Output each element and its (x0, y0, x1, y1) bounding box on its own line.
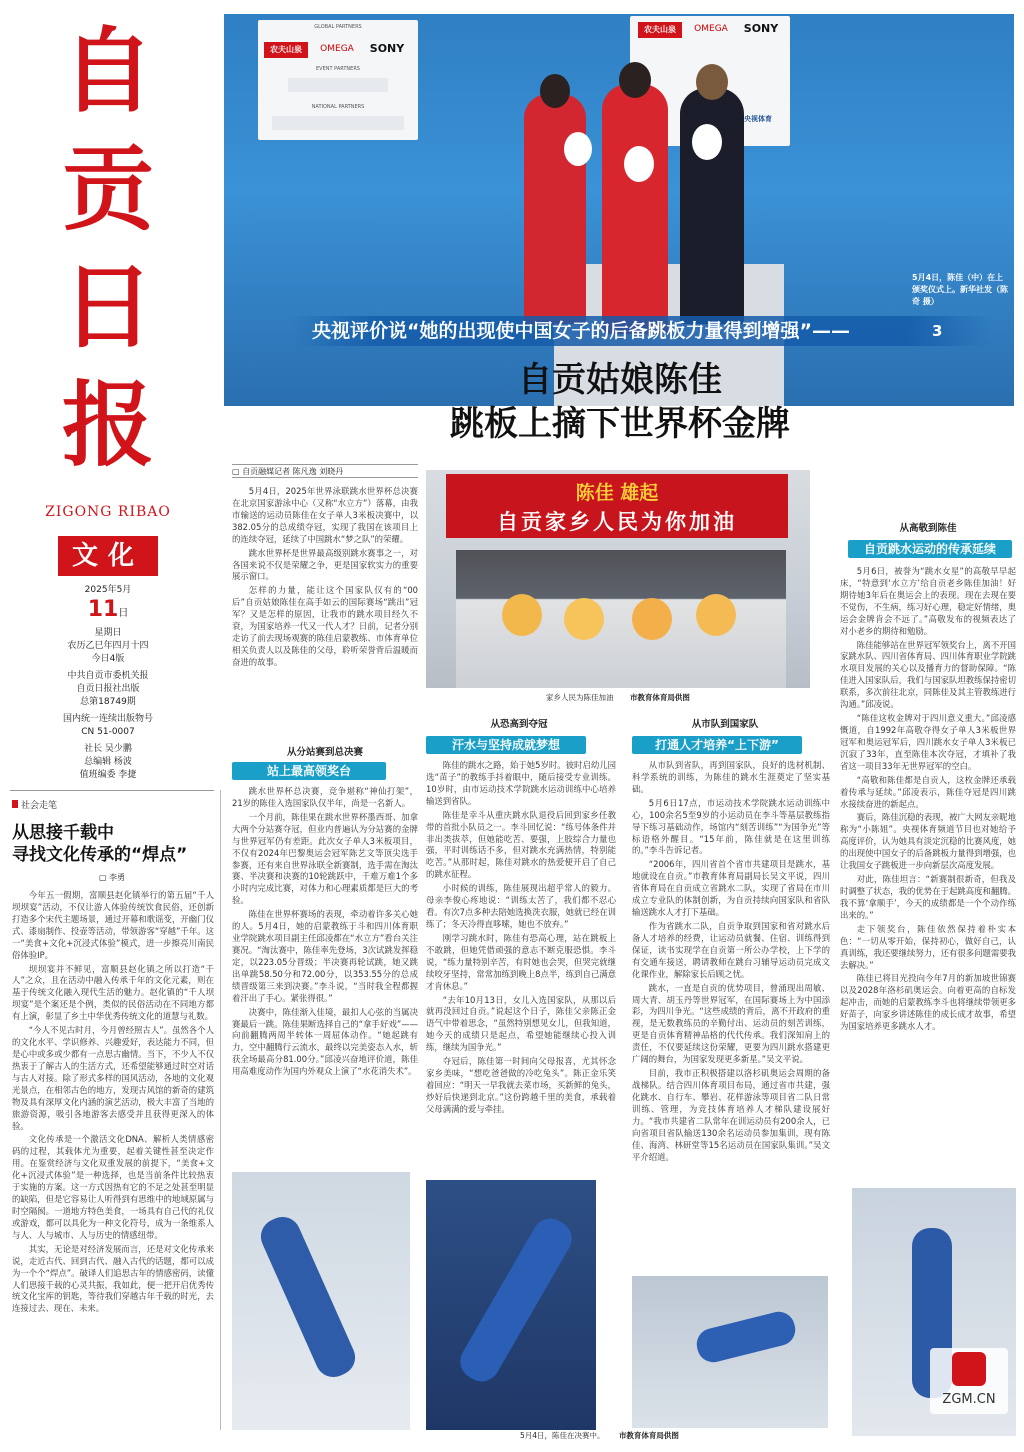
sponsor-sony: SONY (369, 42, 405, 55)
sec2-paragraph: 夺冠后，陈佳第一时间向父母报喜，尤其怀念家乡美味，“想吃爸爸做的冷吃兔头”。陈正金乐笑着回应：“明天一早我就去菜市场，买新鲜的兔头，炒好后快递到北京。”这份跨越千里的美食，承载着父母满满的爱与牵挂。 (426, 1056, 616, 1114)
banner-line-2: 自贡家乡人民为你加油 (497, 510, 737, 534)
sponsor-board-left (258, 20, 418, 140)
sec1-subhead: 站上最高领奖台 (232, 762, 386, 780)
left-title-line-1: 从思接千载中 (12, 823, 114, 843)
sec4-subhead: 自贡跳水运动的传承延续 (848, 540, 1012, 558)
sec3-paragraph: 5月6日17点，市运动技术学院跳水运动训练中心，100余名5至9岁的小运动员在李斗等基层教练指导下练习基础动作，场馆内“刻苦训练”“为国争光”等标语格外醒目。“15年前，陈佳就是在这里训练的。”李斗告诉记者。 (632, 797, 830, 856)
flower-bouquet (564, 598, 604, 640)
masthead-char-3: 日 (61, 253, 154, 361)
chief-editor: 总编辑 杨波 (84, 757, 132, 767)
sec4-paragraph: “高敬和陈佳都是自贡人，这枚金牌还承载着传承与延续。”邱凌表示，陈佳夺冠是四川跳水接续奋进的新起点。 (840, 774, 1016, 809)
bottom-credit: 市教育体育局供图 (618, 1431, 679, 1440)
hero-banner (292, 316, 992, 346)
tag-marker (12, 800, 18, 808)
sponsor-nongfu-2: 农夫山泉 (638, 22, 682, 38)
flower-bouquet (502, 594, 542, 636)
sec4-paragraph: 对此，陈佳坦言：“新赛制很新奇，但我及时调整了状态，我的优势在于起跳高度和翻腾。我不算‘拿顺手’，今天的成绩都是一个个动作练出来的。” (840, 874, 1016, 920)
lead-paragraph: 怎样的力量，能让这个国家队仅有的“00后”自贡姑娘陈佳在高手如云的国际赛场“跳出”冠军？又是怎样的原因，让我市的跳水项目经久不衰，为国家培养一代又一代人才？日前，记者分别走访了前去现场观赛的陈佳启蒙教练、市体育单位相关负责人以及陈佳的父母，聆听荣誉背后温暖而奋进的故事。 (232, 585, 418, 667)
sponsor-event-label: EVENT PARTNERS (316, 66, 360, 72)
sec2-paragraph: 陈佳的跳水之路，始于她5岁时。彼时启幼儿园选“苗子”的教练手抖着眼中，随后接受专业训练。10岁时，由市运动技术学院跳水运动训练中心培养输送到省队。 (426, 760, 616, 806)
issn-label: 国内统一连续出版物号 (62, 714, 153, 724)
main-headline (300, 352, 940, 462)
year-month: 2025年5月 (84, 585, 132, 595)
sec3-paragraph: “2006年，四川省首个省市共建项目是跳水，基地就设在自贡。”市教育体育局副局长吴文平说，四川省体育局在自贡成立省跳水二队，实现了省局在市川成立专业队的体制创新，为自贡持续向国家队和省队输送跳水人才打下基础。 (632, 859, 830, 918)
sponsor-cctv: 央视体育 (744, 115, 772, 123)
left-paragraph: 坝坝宴并不鲜见，富顺县赵化镇之所以打造“千人”之众，且在活动中融入传承千年的文化元素，则在基于传统文化融入现代生活的魅力。赵化镇的“千人坝坝宴”是个案还是个例，类似的民俗活动在不同地方都有上演，彰显了乡土中华优秀传统文化的道慧与礼数。 (12, 963, 214, 1022)
logo-text: ZGM.CN (942, 1392, 996, 1407)
sec4-paragraph: “陈佳这枚金牌对于四川意义重大。”邱凌感慨道，自1992年高敬夺得女子单人3米板世界冠军和奥运冠军后，四川跳水女子单人3米板已沉寂了33年，直至陈佳本次夺冠，才填补了我省这一项目33年无世界冠军的空白。 (840, 713, 1016, 771)
left-article-title (12, 822, 212, 866)
sec2-paragraph: 陈佳是幸斗从重庆跳水队退役后回到家乡任教带的首批小队员之一。李斗回忆说：“练号体条件并非出类拔萃，但她能吃苦、要强，上肢综合力量也强，平时训练话不多，但对跳水充满热情，特别能吃苦。”从那时起，陈佳对跳水的热爱便开启了自己的跳水征程。 (426, 809, 616, 880)
masthead-pinyin: ZIGONG RIBAO (45, 504, 171, 520)
sponsor-row3 (272, 116, 404, 130)
hero-photo (224, 14, 1014, 406)
banner-line-1: 陈佳 雄起 (575, 482, 659, 504)
byline (232, 464, 418, 478)
sec3-paragraph: 作为省跳水二队，自贡争取到国家和省对跳水后备人才培养的经费，让运动员就餐、住宿、训练得到保证，读书实现学在自贡第一所公办学校，上下学的有交通车接送，聘请教师在跳台习辅导运动员完成文化课作业，解除家长后顾之忧。 (632, 920, 830, 979)
sec4-text (840, 566, 1016, 1172)
sec3-paragraph: 目前，我市正积极搭建以洛杉矶奥运会周期的备战梯队。结合四川体育项目布局，通过省市共建，强化跳水、自行车、攀岩、花样游泳等项目省二队日常训练、管理，为竞技体育培养人才梯队建设展好力。“我市共建省二队常年在训运动员有200余人，已向省项目省队输送130余名运动员参加集训，现有陈佳、海湾、林研堂等15名运动员在国家队集训。”吴文平介绍道。 (632, 1068, 830, 1162)
sponsor-omega-2: OMEGA (694, 24, 728, 34)
sec2-text (426, 760, 616, 1172)
sponsor-sony-2: SONY (743, 22, 779, 35)
byline-icon: ▢ (232, 467, 243, 476)
sec2-paragraph: 小时候的训练，陈佳展现出超乎常人的毅力。母亲李俊心疼地说：“训练太苦了，我们都不忍心看。有次7点多种去陪她选换洗衣服，她就已经在训练了；冬天冷得直哆嗦，她也不放弃。” (426, 883, 616, 929)
red-banner (446, 474, 788, 538)
diver-figure (693, 1308, 798, 1365)
sponsor-nongfu: 农夫山泉 (264, 42, 308, 58)
sec1-paragraph: 跳水世界杯总决赛，竞争堪称“神仙打架”，21岁的陈佳入选国家队仅半年，尚是一名新人。 (232, 786, 418, 808)
left-title-line-2: 寻找文化传承的“焊点” (12, 845, 188, 865)
sec1-text (232, 786, 418, 1166)
logo-mark-icon (952, 1352, 986, 1386)
sec1-paragraph: 决赛中，陈佳渐入佳境，最扣人心弦的当属决赛最后一跳。陈佳果断选择自己的“拿手好戏”——向前翻腾两周半转体一周屈体动作。“她起跳有力，空中翻腾行云流水，最终以完美姿态入水，斩获全场最高分81.00分。”邱凌兴奋地评价道，陈佳用高难度动作为国内外观众上演了“水花消失术”。 (232, 1006, 418, 1077)
masthead-title (38, 12, 178, 492)
sponsor-omega: OMEGA (320, 44, 354, 54)
athlete-center (602, 84, 668, 334)
sec3-text (632, 760, 830, 1172)
masthead-char-4: 报 (61, 371, 154, 479)
tag-text: 社会走笔 (21, 801, 58, 811)
diving-photo-1 (232, 1172, 410, 1430)
sec3-subhead: 打通人才培养“上下游” (632, 736, 802, 754)
left-paragraph: “今人不见古时月，今月曾经照古人”。虽然各个人的文化水平、学识修养、兴趣爱好，表达能力不同，但是心中或多或少都有一点思古幽情。当下，不少人不仅热衷于了解古人的生活方式，还希望能够通过时空对话与古人对接。除了形式多样的国风活动，各地的文化观光景点，在相邻古色的地方，发现古风馆的新奇的建筑物及具有深厚文化内涵的演艺活动，极大丰富了当地的旅游资源，吸引各地游客去感受并且获得更深入的体验。 (12, 1025, 214, 1131)
diving-photo-3 (632, 1276, 828, 1428)
athlete-center-head (619, 62, 651, 98)
publisher: 自贡日报社出版 (76, 684, 140, 694)
sec2-subhead: 汗水与坚持成就梦想 (426, 736, 586, 754)
sec4-paragraph: 走下领奖台，陈佳依然保持着朴实本色：“一切从零开始，保持初心，做好自己，认真训练，我还要继续努力，还有很多问题需要我去解决。” (840, 923, 1016, 970)
page-count: 今日4版 (91, 654, 125, 664)
issn: CN 51-0007 (81, 727, 135, 737)
sponsor-label: GLOBAL PARTNERS (314, 24, 362, 30)
diving-photo-2 (426, 1180, 596, 1430)
flower-bouquet (632, 598, 672, 640)
left-paragraph: 其实，无论是对经济发展而言，还是对文化传承来说，走近古代、回到古代、融入古代的话题，都可以成为一个个“焊点”。破译人们追思古年的情感密码，读懂人们思接千载的心灵共振，我如此，便一把开启优秀传统文化宝库的钥匙，等待我们穿越古年千载的时光，去连接过去、现在、未来。 (12, 1243, 214, 1314)
diver-figure (454, 1212, 579, 1388)
sec2-paragraph: 刚学习跳水时，陈佳有恐高心理，站在跳板上不敢跳，但她凭借顽强的意志不断克服恐惧。李斗说，“练力量特别辛苦，有时她也会哭，但哭完就继续咬牙坚持，常常加练到晚上8点半，练到自己满意才肯休息。” (426, 932, 616, 991)
sec4-paragraph: 5月6日，被誉为“跳水女星”的高敬早早起床，“特意到‘水立方’给自贡老乡陈佳加油！好期待她3年后在奥运会上的表现。现在去现在要不觉伤，不生病，练习好心理，稳定好情绪，奥运会金牌肯会不远了。”高敬发布的视频表达了对小老乡的期待和勉励。 (840, 566, 1016, 636)
sec2-kicker: 从恐高到夺冠 (490, 719, 548, 730)
flower-bouquet (696, 594, 736, 636)
day-suffix: 日 (118, 608, 129, 619)
mascot-1 (564, 132, 592, 166)
left-article-author (12, 872, 212, 883)
sec3-paragraph: 跳水，一直是自贡的优势项目，曾涌现出周敏、周大青、胡玉丹等世界冠军，在国际赛场上为中国添彩，为四川争光。“这些成绩的背后，离不开政府的重视，是无数教练员的辛勤付出、运动员的刻苦训练，更是自贡体育精神品格的代代传承。我们深知肩上的责任，不仅要延续这份荣耀，更要为四川跳水搭建更广阔的舞台，为国家发现更多新星。”吴文平说。 (632, 982, 830, 1065)
group-photo-caption: 家乡人民为陈佳加油 (546, 693, 614, 702)
left-paragraph: 文化传承是一个激活文化DNA、解析人类情感密码的过程，其载体尤为重要，起着关键性甚至决定作用。在鉴赏经济与文化双重发展的前提下，“美食+文化+沉浸式体验”是一种选择，也是当前条件比较热衷于实施的方案。这一方式因热有它的不足之处甚至明显的缺陷，但是它容易让人听得到有思维中的地域原属与时空隔阂。一道地方特色美食，一场具有自己代的礼仪或游戏，都可以具化为一种文化符号，成为一条维系人与人、人与城市、人与历史的情感纽带。 (12, 1134, 214, 1240)
issue-number: 总第18749期 (80, 697, 136, 707)
section-label: 文化 (58, 536, 158, 576)
sec2-paragraph: “去年10月13日，女儿入选国家队，从那以后就再没回过自贡。”说起这个日子，陈佳父亲陈正金语气中带着思念，“虽然特别想见女儿，但我知道，她今天的成绩只是起点，希望她能继续心投入训练，继续为国争光。” (426, 994, 616, 1053)
day-number: 11 (87, 597, 119, 622)
date-day (30, 597, 186, 627)
athlete-right (680, 88, 744, 324)
sec4-paragraph: 陈佳能够站在世界冠军领奖台上，离不开国家跳水队、四川省体育局、四川体育职业学院跳水项目发展的关心以及播育力的督助保障。“陈佳进入国家队后，我们与国家队坦教练保持密切联系，多次前往北京，同陈佳及其主管教练进行沟通。”邱凌说。 (840, 639, 1016, 710)
column-divider (220, 790, 221, 1430)
author-icon: ▢ (98, 873, 110, 882)
lead-paragraph: 5月4日，2025年世界泳联跳水世界杯总决赛在北京国家游泳中心（又称“水立方”）落幕，由我市输送的运动员陈佳在女子单人3米板决赛中，以382.05分的总成绩夺冠，实现了我国在该项目上的连续夺冠，延续了中国跳水“梦之队”的荣耀。 (232, 486, 418, 544)
hero-page-number: 3 (932, 322, 943, 340)
sec1-kicker: 从分站赛到总决赛 (286, 747, 363, 758)
hero-photo-caption: 5月4日，陈佳（中）在上颁奖仪式上。新华社发（陈奇 摄） (912, 273, 1008, 306)
byline-text: 自贡融媒记者 陈凡逸 刘晓丹 (242, 467, 344, 476)
author-name: 李勇 (109, 873, 126, 882)
left-paragraph: 今年五一假期，富顺县赵化镇举行的第五届“千人坝坝宴”活动，不仅让游人体验传统饮食民俗，还创新打造多个宋代主题场景，通过开幕和歌谣变，开幽门仪式、漆扇制作、投壶等活动，带领游客“穿越”千年。这一“美食+文化+沉浸式体验”模式，进一步擦亮川南民俗体验IP。 (12, 890, 214, 960)
sec4-kicker: 从高敬到陈佳 (899, 523, 957, 534)
athlete-left (524, 94, 586, 324)
mascot-3 (692, 124, 722, 160)
president: 社长 吴少鹏 (84, 744, 132, 754)
zgm-logo (930, 1348, 1008, 1414)
lead-paragraph: 跳水世界杯是世界最高级别跳水赛事之一，对各国来说不仅是荣耀之争，更是国家软实力的重要展示窗口。 (232, 547, 418, 582)
group-photo-credit: 市教育体育局供图 (629, 693, 690, 702)
sec3-paragraph: 从市队到省队，再到国家队，良好的选材机制、科学系统的训练，为陈佳的跳水生涯奠定了坚实基础。 (632, 760, 830, 794)
masthead-char-2: 贡 (61, 135, 154, 243)
sec3-kicker: 从市队到国家队 (691, 719, 759, 730)
lead-text (232, 486, 418, 730)
hero-banner-text: 央视评价说“她的出现使中国女子的后备跳板力量得到增强”—— (312, 320, 850, 342)
sec1-paragraph: 一个月前，陈佳果在跳水世界杯墨西哥、加拿大两个分站赛夺冠，但业内普遍认为分站赛的金牌与世界冠军仍有差距。此次女子单人3米板项目，不仅有2024年巴黎奥运会冠军陈艺文等顶尖选手参赛，还有来自世界泳联全新赛制，选手需在淘汰赛、半决赛和决赛的10轮跳跃中，千难万难1个多小时内完成比赛，对体力和心理素质都是巨大的考验。 (232, 811, 418, 906)
headline-line-1: 自贡姑娘陈佳 (518, 360, 722, 400)
sponsor-national-label: NATIONAL PARTNERS (311, 104, 365, 110)
left-article-text (12, 890, 214, 1440)
group-photo (426, 470, 810, 688)
sponsor-row2 (288, 78, 388, 92)
masthead (10, 12, 210, 780)
weekday: 星期日 (94, 628, 122, 638)
sec4-paragraph: 赛后，陈佳沉稳的表现，被广大网友亲昵地称为“小陈姐”。央视体育频道节目也对她给予高度评价，认为她具有淡定沉稳的比赛风度，她的出现使中国女子的后备跳板力量得到增强，也让我国女子跳板进一步向新层次高度发展。 (840, 812, 1016, 871)
bottom-caption-row (520, 1430, 780, 1442)
left-article-divider (10, 790, 214, 791)
group-photo-caption-row (426, 692, 810, 704)
sec4-paragraph: 陈佳已将目光投向今年7月的新加坡世锦赛以及2028年洛杉矶奥运会。向着更高的自标发起冲击，而她的启蒙教练李斗也将继续带领更多好苗子，向家乡讲述陈佳的成长成才故事，希望为国家培养更多跳水人才。 (840, 973, 1016, 1032)
issue-info (30, 584, 186, 782)
publisher-org: 中共自贡市委机关报 (67, 671, 149, 681)
masthead-char-1: 自 (61, 17, 154, 125)
diver-figure (255, 1211, 361, 1383)
athlete-left-head (540, 74, 570, 108)
duty-editor: 值班编委 李捷 (79, 770, 137, 780)
sec1-paragraph: 陈佳在世界杯赛场的表现，牵动着许多关心她的人。5月4日，她的启蒙教练于斗和四川体育职业学院跳水项目副主任邱凌都在“水立方”看台关注赛况。“淘汰赛中，陈佳率先登场，3次试跳发挥稳定，以223.05分晋级；半决赛再轮试跳，她又跳出单跳58.50分和72.00分，以353.55分的总成绩晋级第三来到决赛。”李斗说，“当时我全程都握着汗出了手心。紧张得很。” (232, 909, 418, 1003)
athlete-right-head (696, 64, 728, 100)
bottom-caption: 5月4日，陈佳在决赛中。 (520, 1431, 605, 1440)
mascot-2 (624, 146, 654, 182)
left-article-tag (12, 798, 132, 811)
headline-line-2: 跳板上摘下世界杯金牌 (450, 404, 790, 444)
lunar-date: 农历乙巳年四月十四 (67, 641, 149, 651)
